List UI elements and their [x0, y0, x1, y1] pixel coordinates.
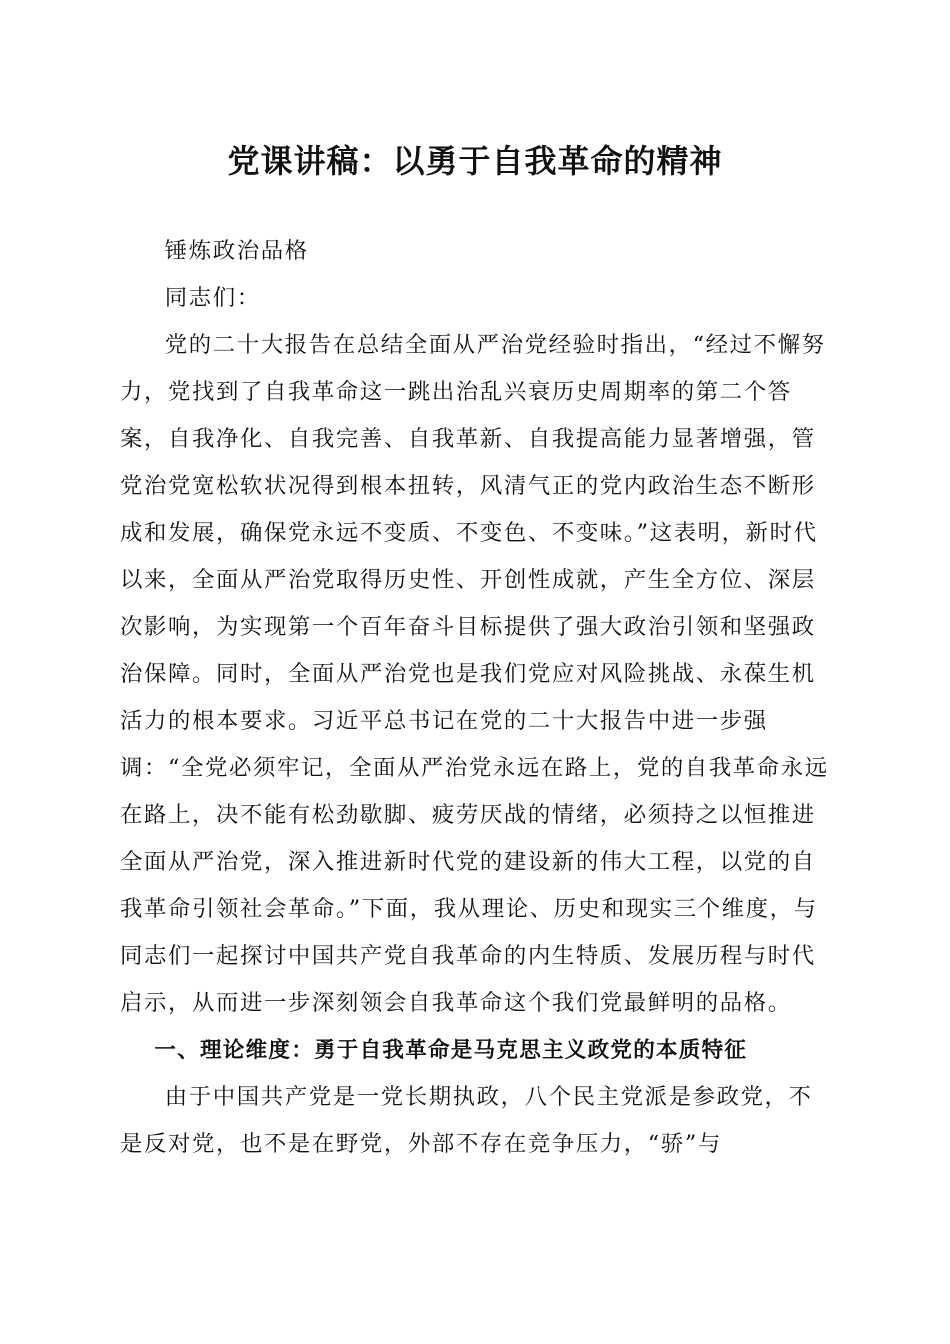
body-paragraph: 党的二十大报告在总结全面从严治党经验时指出，“经过不懈努力，党找到了自我革命这一跳出治乱兴衰历史周期率的第二个答案，自我净化、自我完善、自我革新、自我提高能力显著增强，管党治党宽松软状况得到根本扭转，风清气正的党内政治生态不断形成和发展，确保党永远不变质、不变色、不变味。”这表明，新时代以来，全面从严治党取得历史性、开创性成就，产生全方位、深层次影响，为实现第一个百年奋斗目标提供了强大政治引领和坚强政治保障。同时，全面从严治党也是我们党应对风险挑战、永葆生机活力的根本要求。习近平总书记在党的二十大报告中进一步强调：“全党必须牢记，全面从严治党永远在路上，党的自我革命永远在路上，决不能有松劲歇脚、疲劳厌战的情绪，必须持之以恒推进全面从严治党，深入推进新时代党的建设新的伟大工程，以党的自我革命引领社会革命。”下面，我从理论、历史和现实三个维度，与同志们一起探讨中国共产党自我革命的内生特质、发展历程与时代启示，从而进一步深刻领会自我革命这个我们党最鲜明的品格。 — [120, 332, 829, 1016]
section-heading: 一、理论维度：勇于自我革命是马克思主义政党的本质特征 — [154, 1038, 748, 1063]
document-body — [120, 228, 832, 1168]
section-paragraph: 由于中国共产党是一党长期执政，八个民主党派是参政党，不是反对党，也不是在野党，外部不存在竞争压力，“骄”与 — [120, 1084, 813, 1157]
document-title: 党课讲稿：以勇于自我革命的精神 — [227, 142, 723, 180]
salutation: 同志们： — [164, 285, 261, 311]
document-subtitle: 锤炼政治品格 — [164, 238, 309, 264]
